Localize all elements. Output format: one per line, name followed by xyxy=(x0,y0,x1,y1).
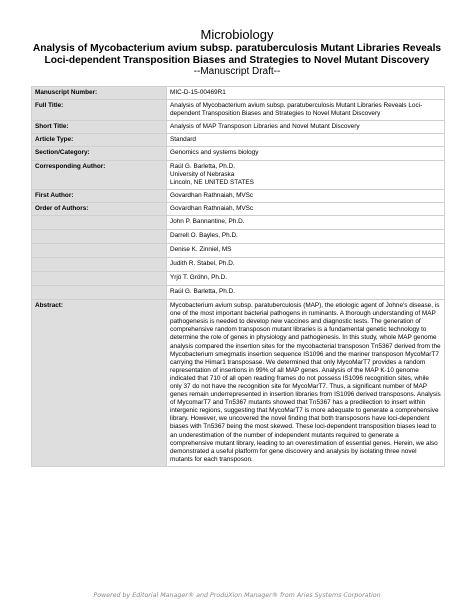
row-full-title xyxy=(32,100,445,121)
full-title-label: Full Title: xyxy=(32,100,167,121)
short-title-label: Short Title: xyxy=(32,121,167,134)
manuscript-title-line-2: Loci-dependent Transposition Biases and Strategies to Novel Mutant Discovery xyxy=(44,54,430,66)
manuscript-number-value: MIC-D-15-00469R1 xyxy=(167,87,445,100)
corresponding-author-label: Corresponding Author: xyxy=(32,160,167,189)
row-order-of-authors-cont xyxy=(32,230,445,244)
row-order-of-authors-cont xyxy=(32,244,445,258)
corresponding-author-name: Raúl G. Barletta, Ph.D. xyxy=(170,162,235,170)
manuscript-number-label: Manuscript Number: xyxy=(32,87,167,100)
short-title-value: Analysis of MAP Transposon Libraries and Novel Mutant Discovery xyxy=(167,121,445,134)
row-abstract xyxy=(32,300,445,467)
manuscript-title-block xyxy=(10,43,464,78)
abstract-text: Mycobacterium avium subsp. paratuberculosis (MAP), the etiologic agent of Johne's disease, is one of the most important bacterial pathogens in ruminants. A thorough understanding of MAP pathogenesis is needed to develop new vaccines and diagnostic tests. The generation of comprehensive random transposon mutant libraries is a fundamental genetic technology to determine the role of genes in physiology and pathogenesis. In this study, whole MAP genome analysis compared the insertion sites for the mycobacterial transposon Tn5367 derived from the Mycobacterium smegmatis insertion sequence IS1096 and the mariner transposon MycoMarT7 carrying the Himar1 transposase. We determined that only MycoMarT7 provides a random representation of insertions in 99% of all MAP genes. Analysis of the MAP K-10 genome indicated that 710 of all open reading frames do not possess IS1096 recognition sites, while only 37 do not have the recognition site for MycoMarT7. Thus, a significant number of MAP genes remain underrepresented in insertion libraries from IS1096 derived transposons. Analysis of MycomarT7 and Tn5367 mutants showed that Tn5367 has a predilection to insert within intergenic regions, suggesting that MycoMarT7 is more adequate to generate a comprehensive library. However, we uncovered the novel finding that both transposons have loci-dependent biases with Tn5367 being the most skewed. These loci-dependent transposition biases lead to an underestimation of the number of independent mutants required to generate a comprehensive mutant library, leading to an overestimation of essential genes. Herein, we also demonstrated a useful platform for gene discovery and analysis by isolating three novel mutants for each transposon. xyxy=(167,300,445,467)
section-category-label: Section/Category: xyxy=(32,147,167,160)
article-type-label: Article Type: xyxy=(32,134,167,147)
corresponding-author-institution: University of Nebraska xyxy=(170,170,235,178)
first-author-label: First Author: xyxy=(32,189,167,202)
order-of-authors-blank-label xyxy=(32,230,167,244)
author-entry: Judith R. Stabel, Ph.D. xyxy=(167,258,445,272)
row-manuscript-number xyxy=(32,87,445,100)
corresponding-author-location: Lincoln, NE UNITED STATES xyxy=(170,178,254,186)
author-entry: Raúl G. Barletta, Ph.D. xyxy=(167,286,445,300)
order-of-authors-blank-label xyxy=(32,272,167,286)
first-author-value: Govardhan Rathnaiah, MVSc xyxy=(167,189,445,202)
row-order-of-authors xyxy=(32,202,445,215)
author-entry: John P. Bannantine, Ph.D. xyxy=(167,216,445,230)
row-order-of-authors-cont xyxy=(32,216,445,230)
order-of-authors-blank-label xyxy=(32,216,167,230)
full-title-value: Analysis of Mycobacterium avium subsp. paratuberculosis Mutant Libraries Reveals Loci-dependent Transposition Biases and Strategies to Novel Mutant Discovery xyxy=(167,100,445,121)
author-entry: Denise K. Zinniel, MS xyxy=(167,244,445,258)
row-order-of-authors-cont xyxy=(32,286,445,300)
order-of-authors-label: Order of Authors: xyxy=(32,202,167,215)
journal-name: Microbiology xyxy=(200,27,274,42)
corresponding-author-value xyxy=(167,160,445,189)
author-entry: Govardhan Rathnaiah, MVSc xyxy=(167,202,445,215)
article-type-value: Standard xyxy=(167,134,445,147)
row-article-type xyxy=(32,134,445,147)
abstract-label: Abstract: xyxy=(32,300,167,467)
row-order-of-authors-cont xyxy=(32,272,445,286)
row-short-title xyxy=(32,121,445,134)
footer-powered-by: Powered by Editorial Manager® and ProduXion Manager® from Aries Systems Corporation xyxy=(93,592,381,599)
manuscript-info-table xyxy=(31,86,445,467)
row-corresponding-author xyxy=(32,160,445,189)
author-entry: Yrjö T. Gröhn, Ph.D. xyxy=(167,272,445,286)
section-category-value: Genomics and systems biology xyxy=(167,147,445,160)
manuscript-title-line-1: Analysis of Mycobacterium avium subsp. paratuberculosis Mutant Libraries Reveals xyxy=(32,43,442,54)
order-of-authors-blank-label xyxy=(32,258,167,272)
author-entry: Darrell O. Bayles, Ph.D. xyxy=(167,230,445,244)
order-of-authors-blank-label xyxy=(32,244,167,258)
row-order-of-authors-cont xyxy=(32,258,445,272)
row-section-category xyxy=(32,147,445,160)
order-of-authors-blank-label xyxy=(32,286,167,300)
row-first-author xyxy=(32,189,445,202)
draft-label: --Manuscript Draft-- xyxy=(193,66,281,77)
